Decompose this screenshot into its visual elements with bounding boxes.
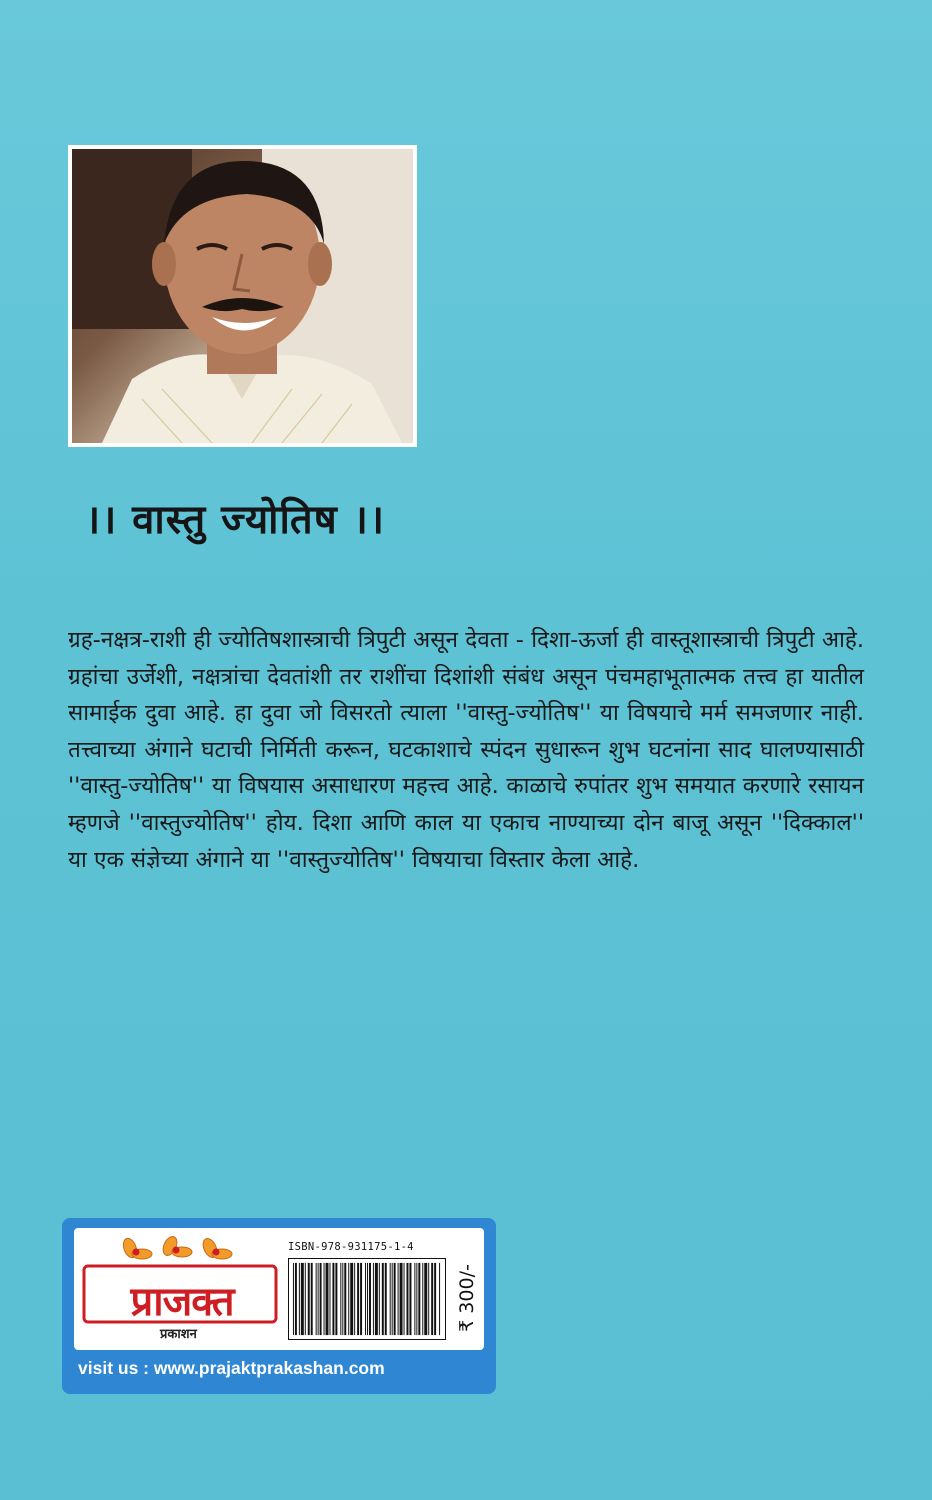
book-title: ।। वास्तु ज्योतिष ।। — [84, 496, 386, 543]
author-photo — [72, 149, 413, 443]
book-description: ग्रह-नक्षत्र-राशी ही ज्योतिषशास्त्राची त्रिपुटी असून देवता - दिशा-ऊर्जा ही वास्तूशास्त्राची त्रिपुटी आहे. ग्रहांचा उर्जेशी, नक्षत्रांचा देवतांशी तर राशींचा दिशांशी संबंध असून पंचमहाभूतात्मक तत्त्व हा यातील सामाईक दुवा आहे. हा दुवा जो विसरतो त्याला ''वास्तु-ज्योतिष'' या विषयाचे मर्म समजणार नाही. तत्त्वाच्या अंगाने घटाची निर्मिती करून, घटकाशाचे स्पंदन सुधारून शुभ घटनांना साद घालण्यासाठी ''वास्तु-ज्योतिष'' या विषयास असाधारण महत्त्व आहे. काळाचे रुपांतर शुभ समयात करणारे रसायन म्हणजे ''वास्तुज्योतिष'' होय. दिशा आणि काल या एकाच नाण्याच्या दोन बाजू असून ''दिक्काल'' या एक संज्ञेच्या अंगाने या ''वास्तुज्योतिष'' विषयाचा विस्तार केला आहे. — [68, 627, 864, 873]
isbn-number: ISBN-978-931175-1-4 — [288, 1241, 414, 1253]
barcode-bars — [288, 1258, 446, 1340]
publisher-footer — [62, 1218, 496, 1394]
price-label: ₹ 300/- — [456, 1264, 478, 1332]
publisher-logo-subtext: प्रकाशन — [160, 1327, 197, 1342]
publisher-logo-text: प्राजक्त — [130, 1278, 234, 1325]
book-price — [452, 1248, 482, 1348]
barcode — [288, 1240, 446, 1346]
publisher-logo — [82, 1236, 278, 1346]
author-photo-frame — [68, 145, 417, 447]
publisher-website[interactable]: visit us : www.prajaktprakashan.com — [78, 1358, 385, 1378]
publisher-panel — [74, 1228, 484, 1350]
author-portrait-graphic — [72, 149, 413, 443]
